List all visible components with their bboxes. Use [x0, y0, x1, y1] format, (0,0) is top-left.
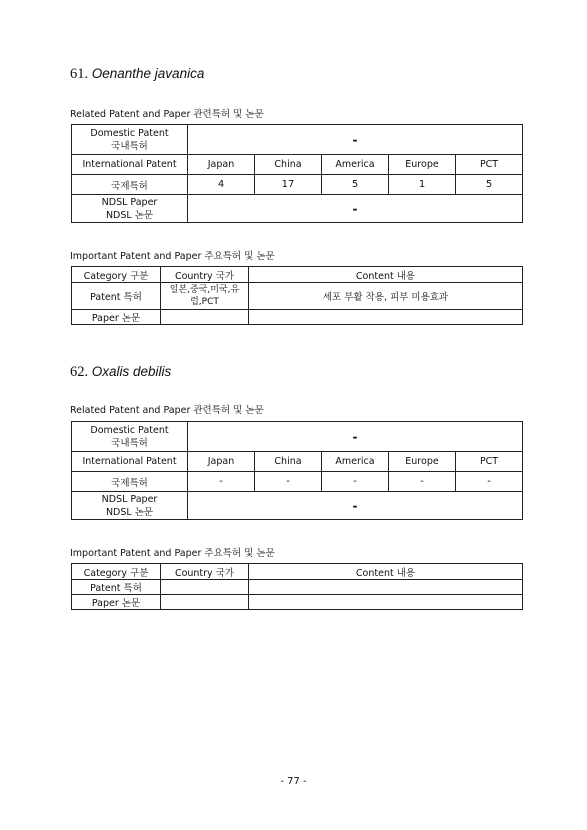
row-country: 일본,중국,미국,유럽,PCT — [161, 283, 249, 310]
domestic-value: - — [188, 422, 523, 452]
section-heading — [70, 66, 204, 83]
important-table — [71, 563, 523, 610]
section-number: 61. — [70, 66, 89, 82]
ndsl-value: - — [188, 195, 523, 223]
international-row — [72, 155, 523, 175]
row-country — [161, 595, 249, 610]
row-country — [161, 580, 249, 595]
section-number: 62. — [70, 364, 89, 380]
count-pct: - — [456, 472, 523, 492]
row-content — [249, 595, 523, 610]
count-america: 5 — [322, 175, 389, 195]
country-japan: Japan — [188, 452, 255, 472]
domestic-label-ko: 국내특허 — [111, 140, 148, 152]
related-caption: Related Patent and Paper 관련특허 및 논문 — [70, 109, 264, 120]
domestic-value: - — [188, 125, 523, 155]
country-pct: PCT — [456, 155, 523, 175]
related-table — [71, 124, 523, 223]
domestic-label — [72, 125, 188, 155]
related-caption: Related Patent and Paper 관련특허 및 논문 — [70, 405, 264, 416]
ndsl-label — [72, 195, 188, 223]
domestic-row — [72, 422, 523, 452]
count-europe: - — [389, 472, 456, 492]
row-content: 세포 부활 작용, 피부 미용효과 — [249, 283, 523, 310]
count-china: 17 — [255, 175, 322, 195]
important-header-row — [72, 267, 523, 283]
international-count-row — [72, 175, 523, 195]
important-row-paper — [72, 595, 523, 610]
count-america: - — [322, 472, 389, 492]
important-row-patent — [72, 283, 523, 310]
header-category: Category 구분 — [72, 267, 161, 283]
international-label-en: International Patent — [72, 155, 188, 175]
domestic-row — [72, 125, 523, 155]
header-country: Country 국가 — [161, 267, 249, 283]
ndsl-label-ko: NDSL 논문 — [105, 506, 154, 518]
international-label-ko: 국제특허 — [72, 175, 188, 195]
ndsl-label-en: NDSL Paper — [101, 196, 158, 208]
important-row-paper — [72, 310, 523, 325]
domestic-label-en: Domestic Patent — [90, 424, 169, 436]
ndsl-label-en: NDSL Paper — [101, 493, 158, 505]
ndsl-value: - — [188, 492, 523, 520]
country-china: China — [255, 155, 322, 175]
ndsl-label-ko: NDSL 논문 — [105, 209, 154, 221]
header-content: Content 내용 — [249, 564, 523, 580]
country-pct: PCT — [456, 452, 523, 472]
species-name: Oxalis debilis — [91, 364, 172, 379]
row-content — [249, 580, 523, 595]
important-row-patent — [72, 580, 523, 595]
related-table — [71, 421, 523, 520]
domestic-label — [72, 422, 188, 452]
species-name: Oenanthe javanica — [91, 66, 205, 81]
row-category: Patent 특허 — [72, 580, 161, 595]
country-europe: Europe — [389, 452, 456, 472]
domestic-label-ko: 국내특허 — [111, 437, 148, 449]
important-caption: Important Patent and Paper 주요특허 및 논문 — [70, 548, 275, 559]
row-category: Patent 특허 — [72, 283, 161, 310]
row-content — [249, 310, 523, 325]
country-america: America — [322, 452, 389, 472]
country-america: America — [322, 155, 389, 175]
country-china: China — [255, 452, 322, 472]
ndsl-row — [72, 195, 523, 223]
ndsl-row — [72, 492, 523, 520]
count-pct: 5 — [456, 175, 523, 195]
row-category: Paper 논문 — [72, 595, 161, 610]
page-number: - 77 - — [280, 776, 307, 787]
international-label-ko: 국제특허 — [72, 472, 188, 492]
count-china: - — [255, 472, 322, 492]
important-header-row — [72, 564, 523, 580]
important-caption: Important Patent and Paper 주요특허 및 논문 — [70, 251, 275, 262]
header-category: Category 구분 — [72, 564, 161, 580]
important-table — [71, 266, 523, 325]
international-label-en: International Patent — [72, 452, 188, 472]
country-europe: Europe — [389, 155, 456, 175]
ndsl-label — [72, 492, 188, 520]
row-category: Paper 논문 — [72, 310, 161, 325]
count-europe: 1 — [389, 175, 456, 195]
count-japan: - — [188, 472, 255, 492]
section-heading — [70, 364, 171, 381]
row-country — [161, 310, 249, 325]
domestic-label-en: Domestic Patent — [90, 127, 169, 139]
header-country: Country 국가 — [161, 564, 249, 580]
international-row — [72, 452, 523, 472]
country-japan: Japan — [188, 155, 255, 175]
header-content: Content 내용 — [249, 267, 523, 283]
international-count-row — [72, 472, 523, 492]
count-japan: 4 — [188, 175, 255, 195]
